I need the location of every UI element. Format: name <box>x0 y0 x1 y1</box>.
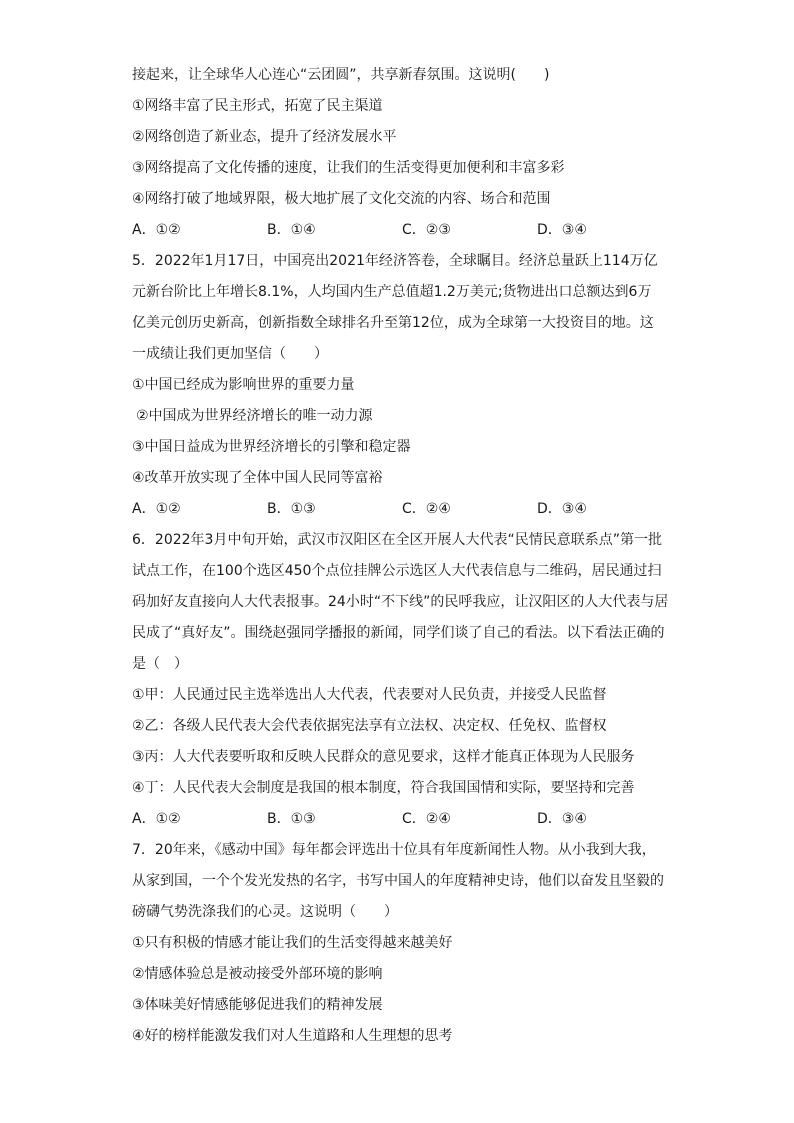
statement-option: ①中国已经成为影响世界的重要力量 <box>132 377 355 393</box>
choice-d: D．③④ <box>537 811 587 827</box>
question-stem-line: 元新台阶比上年增长8.1%，人均国内生产总值超1.2万美元;货物进出口总额达到6万 <box>132 284 652 300</box>
statement-option: ④丁：人民代表大会制度是我国的根本制度，符合我国国情和实际，要坚持和完善 <box>132 780 635 796</box>
answer-choices <box>132 496 672 527</box>
statement-option: ②情感体验总是被动接受外部环境的影响 <box>132 966 383 982</box>
choice-a: A．①② <box>132 811 181 827</box>
statement-option: ②中国成为世界经济增长的唯一动力源 <box>136 408 373 424</box>
choice-d: D．③④ <box>537 222 587 238</box>
question-stem-line: 5．2022年1月17日，中国亮出2021年经济答卷，全球瞩目。经济总量跃上114万亿 <box>132 253 658 269</box>
exam-page <box>132 62 672 1054</box>
statement-option: ③体味美好情感能够促进我们的精神发展 <box>132 997 383 1013</box>
choice-a: A．①② <box>132 501 181 517</box>
question-stem-line: 磅礴气势洗涤我们的心灵。这说明（ ） <box>132 904 398 920</box>
question-stem-line: 接起来，让全球华人心连心“云团圆”，共享新春氛围。这说明( ) <box>132 67 550 83</box>
statement-option: ③丙：人大代表要听取和反映人民群众的意见要求，这样才能真正体现为人民服务 <box>132 749 635 765</box>
answer-choices <box>132 217 672 248</box>
choice-b: B．①③ <box>267 501 316 517</box>
question-stem-line: 试点工作，在100个选区450个点位挂牌公示选区人大代表信息与二维码，居民通过扫 <box>132 563 662 579</box>
statement-option: ①网络丰富了民主形式，拓宽了民主渠道 <box>132 98 383 114</box>
question-4 <box>132 62 672 248</box>
choice-c: C．②④ <box>402 811 451 827</box>
question-stem-line: 是（ ） <box>132 656 188 672</box>
question-6 <box>132 527 672 837</box>
question-stem-line: 码加好友直接向人大代表报事。24小时“不下线”的民呼我应，让汉阳区的人大代表与居 <box>132 594 669 610</box>
question-stem-line: 7．20年来，《感动中国》每年都会评选出十位具有年度新闻性人物。从小我到大我， <box>132 842 656 858</box>
question-stem-line: 民成了“真好友”。围绕赵强同学播报的新闻，同学们谈了自己的看法。以下看法正确的 <box>132 625 665 641</box>
question-stem-line: 亿美元创历史新高，创新指数全球排名升至第12位，成为全球第一大投资目的地。这 <box>132 315 654 331</box>
statement-option: ③中国日益成为世界经济增长的引擎和稳定器 <box>132 439 411 455</box>
statement-option: ①甲：人民通过民主选举选出人大代表，代表要对人民负责，并接受人民监督 <box>132 687 607 703</box>
question-5 <box>132 248 672 527</box>
question-stem-line: 一成绩让我们更加坚信（ ） <box>132 346 328 362</box>
statement-option: ①只有积极的情感才能让我们的生活变得越来越美好 <box>132 935 453 951</box>
choice-c: C．②③ <box>402 222 451 238</box>
question-stem-line: 6．2022年3月中旬开始，武汉市汉阳区在全区开展人大代表“民情民意联系点”第一批 <box>132 532 662 548</box>
question-7 <box>132 837 672 1054</box>
answer-choices <box>132 806 672 837</box>
statement-option: ③网络提高了文化传播的速度，让我们的生活变得更加便利和丰富多彩 <box>132 160 565 176</box>
statement-option: ④好的榜样能激发我们对人生道路和人生理想的思考 <box>132 1028 453 1044</box>
statement-option: ④改革开放实现了全体中国人民同等富裕 <box>132 470 383 486</box>
statement-option: ②网络创造了新业态，提升了经济发展水平 <box>132 129 397 145</box>
statement-option: ②乙：各级人民代表大会代表依据宪法享有立法权、决定权、任免权、监督权 <box>132 718 607 734</box>
choice-b: B．①④ <box>267 222 316 238</box>
choice-a: A．①② <box>132 222 181 238</box>
choice-b: B．①③ <box>267 811 316 827</box>
choice-d: D．③④ <box>537 501 587 517</box>
choice-c: C．②④ <box>402 501 451 517</box>
question-stem-line: 从家到国，一个个发光发热的名字，书写中国人的年度精神史诗，他们以奋发且坚毅的 <box>132 873 664 889</box>
statement-option: ④网络打破了地域界限，极大地扩展了文化交流的内容、场合和范围 <box>132 191 551 207</box>
